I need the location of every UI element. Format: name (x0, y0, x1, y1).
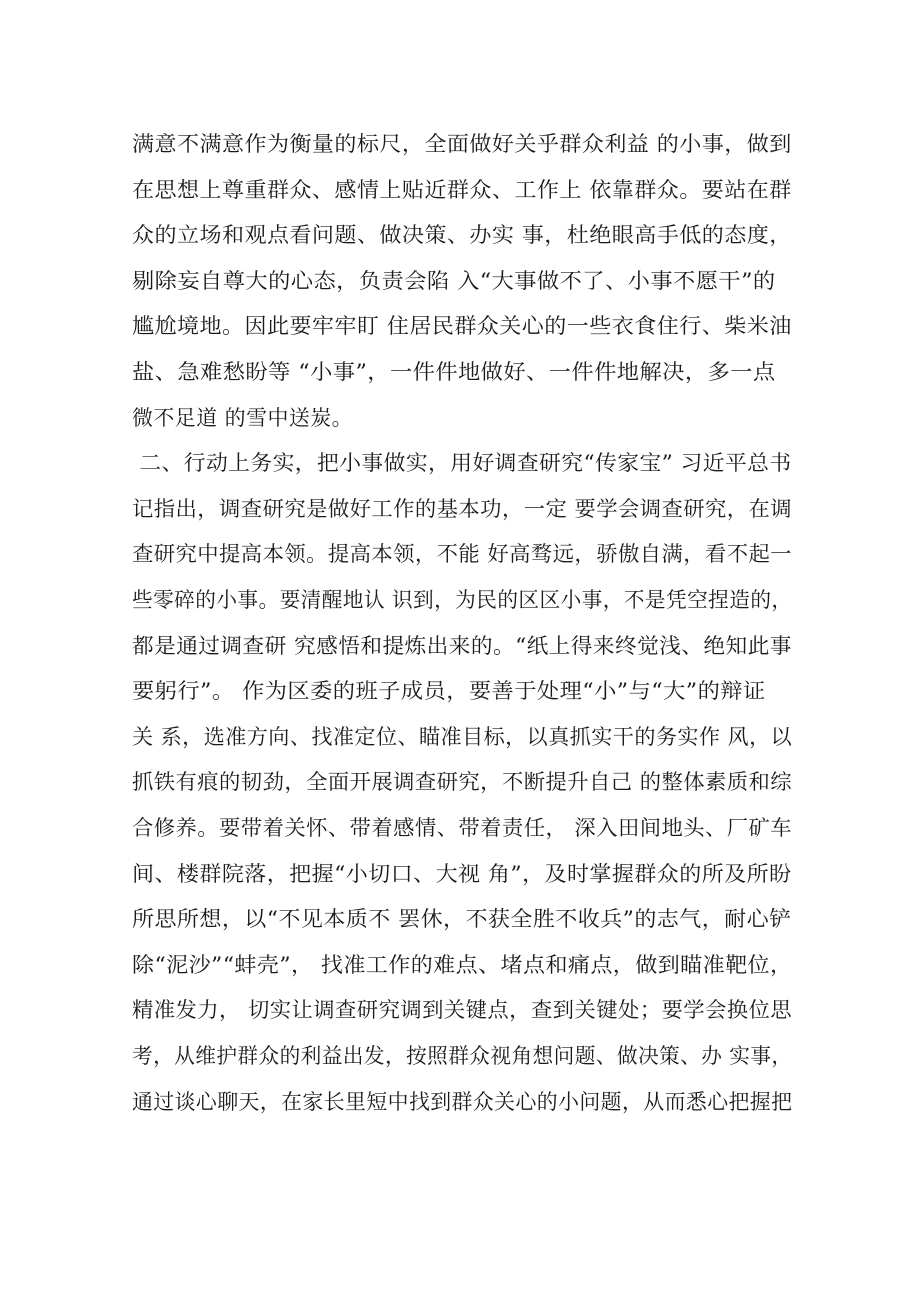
text-line: 合修养。要带着关怀、带着感情、带着责任， 深入田间地头、厂矿车 (132, 816, 793, 840)
text-line: 抓铁有痕的韧劲，全面开展调查研究，不断提升自己 的整体素质和综 (132, 770, 793, 795)
text-line: 通过谈心聊天，在家长里短中找到群众关心的小问题，从而悉心把握把 (132, 1089, 793, 1114)
text-line: 尴尬境地。因此要牢牢盯 住居民群众关心的一些衣食住行、柴米油 (132, 314, 792, 339)
text-line: 盐、急难愁盼等 “小事”，一件件地做好、一件件地解决，多一点 (132, 360, 776, 384)
text-line: 除“泥沙”“蚌壳”， 找准工作的难点、堵点和痛点，做到瞄准靶位， (132, 952, 793, 977)
section-heading-line: 二、行动上务实，把小事做实，用好调查研究“传家宝” 习近平总书 (132, 451, 792, 476)
text-line: 精准发力， 切实让调查研究调到关键点，查到关键处；要学会换位思 (132, 998, 793, 1023)
text-line: 查研究中提高本领。提高本领，不能 好高骛远，骄傲自满，看不起一 (132, 542, 793, 567)
text-line: 考，从维护群众的利益出发，按照群众视角想问题、做决策、办 实事， (132, 1044, 793, 1068)
text-line: 满意不满意作为衡量的标尺，全面做好关乎群众利益 的小事，做到 (132, 132, 792, 156)
text-line: 记指出，调查研究是做好工作的基本功，一定 要学会调查研究，在调 (132, 496, 793, 521)
text-line: 剔除妄自尊大的心态，负责会陷 入“大事做不了、小事不愿干”的 (132, 268, 776, 293)
text-line: 关 系，选准方向、找准定位、瞄准目标，以真抓实干的务实作 风，以 (132, 724, 793, 749)
text-line: 些零碎的小事。要清醒地认 识到，为民的区区小事，不是凭空捏造的， (132, 588, 793, 612)
text-line: 间、楼群院落，把握“小切口、大视 角”，及时掌握群众的所及所盼 (132, 861, 792, 886)
text-line: 众的立场和观点看问题、做决策、办实 事，杜绝眼高手低的态度， (132, 223, 792, 248)
text-line: 要躬行”。 作为区委的班子成员，要善于处理“小”与“大”的辩证 (132, 679, 766, 704)
text-line: 微不足道 的雪中送炭。 (132, 405, 354, 430)
text-line: 都是通过调查研 究感悟和提炼出来的。“纸上得来终觉浅、绝知此事 (132, 633, 792, 658)
text-line: 所思所想，以“不见本质不 罢休，不获全胜不收兵”的志气，耐心铲 (132, 907, 792, 932)
text-line: 在思想上尊重群众、感情上贴近群众、工作上 依靠群众。要站在群 (132, 177, 792, 202)
